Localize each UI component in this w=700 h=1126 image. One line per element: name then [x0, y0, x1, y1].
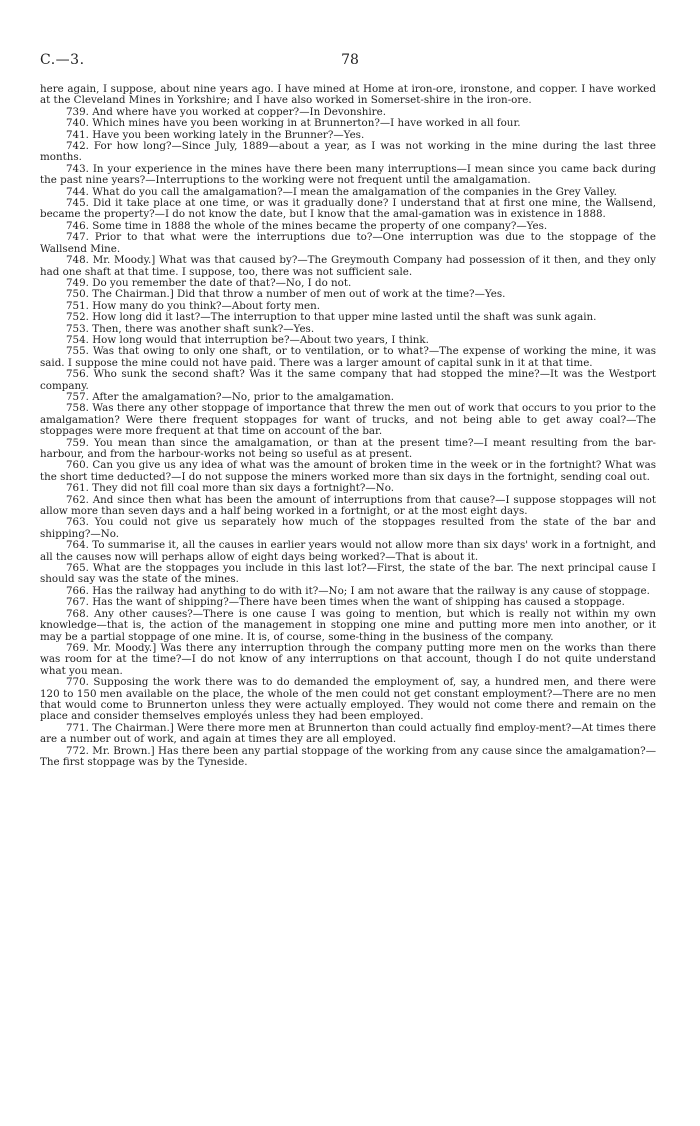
page-header	[40, 52, 660, 72]
paragraph: 768. Any other causes?—There is one cause I was going to mention, but which is really not within my own knowledge—that is, the action of the management in stopping one mine and putting more men into another, or it may be a partial stoppage of one mine. It is, of course, some-thing in the business of the company.	[40, 607, 656, 643]
paragraph: 756. Who sunk the second shaft? Was it the same company that had stopped the mine?—It was the Westport company.	[40, 368, 656, 392]
paragraph: 760. Can you give us any idea of what was the amount of broken time in the week or in the fortnight? What was the short time deducted?—I do not suppose the miners worked more than six days in the fortnight, sending coal out.	[40, 459, 656, 483]
paragraph: 744. What do you call the amalgamation?—I mean the amalgamation of the companies in the Grey Valley.	[66, 185, 617, 198]
paragraph: 764. To summarise it, all the causes in earlier years would not allow more than six days' work in a fortnight, and all the causes now will perhaps allow of eight days being worked?—That is about it.	[40, 539, 656, 563]
paragraph: 752. How long did it last?—The interruption to that upper mine lasted until the shaft was sunk again.	[66, 311, 597, 324]
paragraph: 747. Prior to that what were the interruptions due to?—One interruption was due to the stoppage of the Wallsend Mine.	[40, 231, 656, 255]
paragraph: 746. Some time in 1888 the whole of the mines became the property of one company?—Yes.	[66, 219, 548, 232]
page-body	[40, 84, 656, 768]
paragraph: 762. And since then what has been the amount of interruptions from that cause?—I suppose stoppages will not allow more than seven days and a half being worked in a fortnight, or at the most eight days.	[40, 493, 656, 518]
paragraph: 757. After the amalgamation?—No, prior to the amalgamation.	[66, 390, 395, 403]
paragraph: 753. Then, there was another shaft sunk?—Yes.	[66, 322, 315, 335]
paragraph: 748. Mr. Moody.] What was that caused by?—The Greymouth Company had possession of it then, and they only had one shaft at that time. I suppose, too, there was not sufficient sale.	[40, 254, 656, 278]
paragraph: 754. How long would that interruption be?—About two years, I think.	[66, 333, 429, 346]
paragraph: 763. You could not give us separately how much of the stoppages resulted from the state of the bar and shipping?—No.	[40, 516, 656, 540]
paragraph: 749. Do you remember the date of that?—No, I do not.	[66, 276, 352, 289]
paragraph: 767. Has the want of shipping?—There have been times when the want of shipping has caused a stoppage.	[66, 596, 625, 609]
paragraph: 742. For how long?—Since July, 1889—about a year, as I was not working in the mine during the last three months.	[40, 140, 656, 164]
paragraph: 750. The Chairman.] Did that throw a number of men out of work at the time?—Yes.	[66, 288, 506, 301]
document-reference: C.—3.	[40, 52, 85, 68]
paragraph: 759. You mean than since the amalgamation, or than at the present time?—I meant resulting from the bar-harbour, and from the harbour-works not being so useful as at present.	[40, 436, 656, 460]
paragraph: 755. Was that owing to only one shaft, or to ventilation, or to what?—The expense of working the mine, it was said. I suppose the mine could not have paid. There was a larger amount of capital sunk in it at that time.	[40, 345, 656, 369]
paragraph: here again, I suppose, about nine years ago. I have mined at Home at iron-ore, ironstone, and copper. I have worked at the Cleveland Mines in Yorkshire; and I have also worked in Somerset-shire in the iron-ore.	[40, 83, 656, 107]
paragraph: 751. How many do you think?—About forty men.	[66, 299, 321, 312]
paragraph: 765. What are the stoppages you include in this last lot?—First, the state of the bar. The next principal cause I should say was the state of the mines.	[40, 562, 656, 586]
paragraph: 761. They did not fill coal more than six days a fortnight?—No.	[66, 482, 394, 495]
paragraph: 769. Mr. Moody.] Was there any interruption through the company putting more men on the works than there was room for at the time?—I do not know of any interruptions on that account, though I do not quite understand what you mean.	[40, 641, 656, 677]
paragraph: 770. Supposing the work there was to do demanded the employment of, say, a hundred men, and there were 120 to 150 men available on the place, the whole of the men could not get constant employment?—There are no men that would come to Brunnerton unless they were actually employed. They would not come there and remain on the place and consider themselves employés unless they had been employed.	[40, 676, 656, 723]
paragraph: 766. Has the railway had anything to do with it?—No; I am not aware that the railway is any cause of stoppage.	[66, 584, 650, 597]
paragraph: 741. Have you been working lately in the Brunner?—Yes.	[66, 128, 365, 141]
paragraph: 772. Mr. Brown.] Has there been any partial stoppage of the working from any cause since the amalgamation?—The first stoppage was by the Tyneside.	[40, 744, 656, 768]
paragraph: 758. Was there any other stoppage of importance that threw the men out of work that occurs to you prior to the amalgamation? Were there frequent stoppages for want of trucks, and not being able to get away coal?—The stoppages were more frequent at that time on account of the bar.	[40, 402, 656, 438]
page-number: 78	[341, 52, 359, 68]
paragraph: 771. The Chairman.] Were there more men at Brunnerton than could actually find employ-ment?—At times there are a number out of work, and again at times they are all employed.	[40, 721, 657, 746]
paragraph: 743. In your experience in the mines have there been many interruptions—I mean since you came back during the past nine years?—Interruptions to the working were not frequent until the amalgamation.	[40, 162, 656, 187]
paragraph: 745. Did it take place at one time, or was it gradually done? I understand that at first one mine, the Wallsend, became the property?—I do not know the date, but I know that the amal-gamation was in existence in 1888.	[40, 197, 656, 221]
paragraph: 740. Which mines have you been working in at Brunnerton?—I have worked in all four.	[66, 117, 521, 130]
paragraph: 739. And where have you worked at copper?—In Devonshire.	[66, 105, 386, 118]
